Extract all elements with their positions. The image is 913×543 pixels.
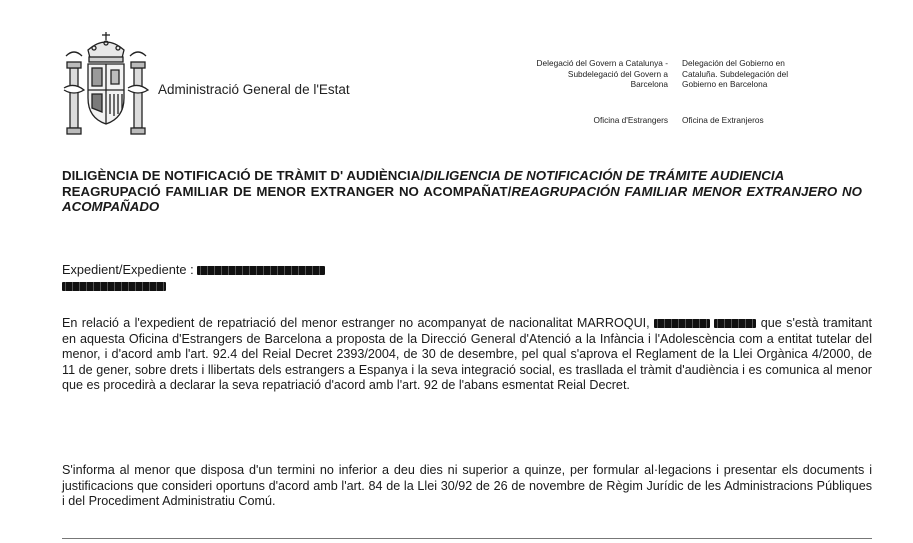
expedient-label: Expedient/Expediente :	[62, 262, 194, 277]
title-line-1: DILIGÈNCIA DE NOTIFICACIÓ DE TRÀMIT D' AUDIÈNCIA/DILIGENCIA DE NOTIFICACIÓN DE TRÁMITE AUDIENCIA	[62, 168, 785, 183]
delegation-catalan: Delegació del Govern a Catalunya - Subdelegació del Govern a Barcelona	[536, 58, 668, 90]
issuing-organization: Administració General de l'Estat	[158, 82, 350, 97]
body-paragraph-2: S'informa al menor que disposa d'un termini no inferior a deu dies ni superior a quinze, per formular al·legacions i presentar els documents i justificacions que consideri oportuns d'acord amb l'art. 84 de la Llei 30/92 de 26 de novembre de Règim Jurídic de les Administracions Públiques i del Procediment Administratiu Comú.	[62, 463, 872, 509]
redacted-expedient-number	[197, 266, 325, 275]
document-title	[62, 168, 862, 215]
office-spanish: Oficina de Extranjeros	[682, 115, 764, 125]
redacted-minor-name	[654, 319, 710, 328]
coat-of-arms-icon	[58, 28, 154, 140]
title-line-2: REAGRUPACIÓ FAMILIAR DE MENOR EXTRANGER NO ACOMPAÑAT/REAGRUPACIÓN FAMILIAR MENOR EXTRANJERO NO ACOMPAÑADO	[62, 183, 862, 214]
office-catalan: Oficina d'Estrangers	[593, 115, 668, 125]
divider	[62, 538, 872, 539]
redacted-minor-surname	[714, 319, 756, 328]
delegation-spanish: Delegación del Gobierno en Cataluña. Subdelegación del Gobierno en Barcelona	[682, 58, 789, 90]
redacted-expedient-number-2	[62, 282, 166, 291]
body-paragraph-1: En relació a l'expedient de repatriació del menor estranger no acompanyat de nacionalitat MARROQUI, que s'està tramitant en aquesta Oficina d'Estrangers de Barcelona a proposta de la Direcció General d'Atenció a la Infància i l'Adolescència com a entitat tutelar del menor, i d'acord amb l'art. 92.4 del Reial Decret 2393/2004, de 30 de desembre, pel qual s'aprova el Reglament de la Llei Orgànica 4/2000, de 11 de gener, sobre drets i llibertats dels estrangers a Espanya i la seva integració social, es trasllada el tràmit d'audiència i es comunica al menor que es procedirà a declarar la seva repatriació d'acord amb l'art. 92 de l'abans esmentat Reial Decret.	[62, 316, 873, 393]
expedient-line	[62, 262, 562, 277]
